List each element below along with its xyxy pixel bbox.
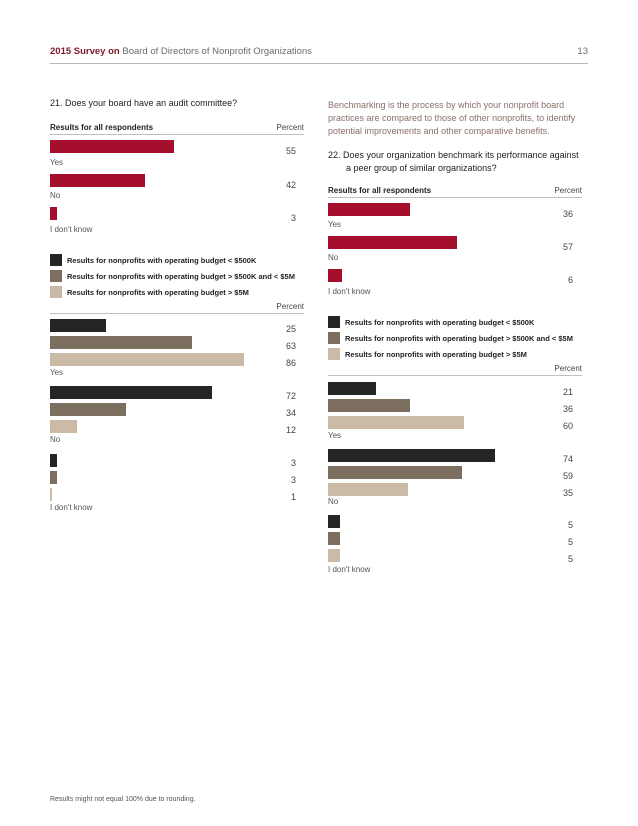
header-rule bbox=[50, 63, 588, 64]
q21-rule bbox=[50, 134, 304, 135]
q22-legend-swatch-mid bbox=[328, 332, 340, 344]
q21-bar-no-small bbox=[50, 386, 212, 399]
q22-bar-yes-mid bbox=[328, 399, 410, 412]
q22-bar-dk-mid bbox=[328, 532, 340, 545]
q22-intro: Benchmarking is the process by which your nonprofit board practices are compared to those of other nonprofits, to identify potential improvements and other comparative benefits. bbox=[328, 100, 576, 136]
q22-value-yes-small: 21 bbox=[562, 387, 573, 397]
q21-rule-2 bbox=[50, 313, 304, 314]
q22-bar-no bbox=[328, 236, 457, 249]
q22-budget-label-no: No bbox=[328, 497, 339, 506]
q21-bar-no-large bbox=[50, 420, 77, 433]
q21-value-no-small: 72 bbox=[285, 391, 296, 401]
q22-bar-yes-small bbox=[328, 382, 376, 395]
q22-label-dontknow: I don't know bbox=[328, 287, 371, 296]
q21-percent-label: Percent bbox=[276, 123, 304, 132]
q22-legend-small: Results for nonprofits with operating budget < $500K bbox=[345, 318, 535, 327]
q21-value-no-large: 12 bbox=[285, 425, 296, 435]
q22-budget-label-yes: Yes bbox=[328, 431, 342, 440]
q22-results-label: Results for all respondents bbox=[328, 186, 432, 195]
q21-bar-yes bbox=[50, 140, 174, 153]
q21-value-no-mid: 34 bbox=[285, 408, 296, 418]
q21-legend-swatch-mid bbox=[50, 270, 62, 282]
q21-value-dk-small: 3 bbox=[290, 458, 296, 468]
q22-bar-no-mid bbox=[328, 466, 462, 479]
q21-value-no: 42 bbox=[285, 180, 296, 190]
q21-bar-no bbox=[50, 174, 145, 187]
page-number: 13 bbox=[577, 46, 588, 57]
q22-value-no: 57 bbox=[562, 242, 573, 252]
q21-question: 21. Does your board have an audit committee? bbox=[50, 98, 238, 108]
q21-value-yes-mid: 63 bbox=[285, 341, 296, 351]
q21-budget-label-dontknow: I don't know bbox=[50, 503, 93, 512]
q22-bar-dk-large bbox=[328, 549, 340, 562]
q21-legend-mid: Results for nonprofits with operating budget > $500K and < $5M bbox=[67, 272, 295, 281]
q22-label-yes: Yes bbox=[328, 220, 342, 229]
q22-value-no-small: 74 bbox=[562, 454, 573, 464]
q21-legend-swatch-small bbox=[50, 254, 62, 266]
q21-results-label: Results for all respondents bbox=[50, 123, 154, 132]
q22-question-line2: a peer group of similar organizations? bbox=[346, 163, 497, 173]
q22-legend-swatch-large bbox=[328, 348, 340, 360]
q22-bar-no-small bbox=[328, 449, 495, 462]
q22-budget-label-dontknow: I don't know bbox=[328, 565, 371, 574]
q21-bar-dk-large bbox=[50, 488, 52, 501]
q21-budget-label-yes: Yes bbox=[50, 368, 64, 377]
q22-value-dontknow: 6 bbox=[567, 275, 573, 285]
q21-legend-large: Results for nonprofits with operating budget > $5M bbox=[67, 288, 249, 297]
footnote: Results might not equal 100% due to rounding. bbox=[50, 796, 196, 803]
q22-bar-no-large bbox=[328, 483, 408, 496]
q22-legend-mid: Results for nonprofits with operating budget > $500K and < $5M bbox=[345, 334, 573, 343]
q22-value-yes-large: 60 bbox=[562, 421, 573, 431]
q22-value-dk-mid: 5 bbox=[567, 537, 573, 547]
q22-label-no: No bbox=[328, 253, 339, 262]
q21-bar-yes-small bbox=[50, 319, 106, 332]
q21-bar-no-mid bbox=[50, 403, 126, 416]
q22-rule bbox=[328, 197, 582, 198]
q22-value-yes: 36 bbox=[562, 209, 573, 219]
q22-legend-swatch-small bbox=[328, 316, 340, 328]
q22-rule-2 bbox=[328, 375, 582, 376]
page-header bbox=[50, 46, 588, 57]
q21-bar-yes-large bbox=[50, 353, 244, 366]
q22-value-dk-small: 5 bbox=[567, 520, 573, 530]
q21-value-dontknow: 3 bbox=[290, 213, 296, 223]
q22-value-no-mid: 59 bbox=[562, 471, 573, 481]
q22-percent-label: Percent bbox=[554, 186, 582, 195]
q22-legend-large: Results for nonprofits with operating budget > $5M bbox=[345, 350, 527, 359]
q21-percent-label-2: Percent bbox=[276, 302, 304, 311]
q22-value-dk-large: 5 bbox=[567, 554, 573, 564]
q22-bar-dk-small bbox=[328, 515, 340, 528]
q21-bar-dontknow bbox=[50, 207, 57, 220]
q21-label-yes: Yes bbox=[50, 158, 64, 167]
q22-bar-yes bbox=[328, 203, 410, 216]
q21-budget-label-no: No bbox=[50, 435, 61, 444]
q22-percent-label-2: Percent bbox=[554, 364, 582, 373]
q22-value-yes-mid: 36 bbox=[562, 404, 573, 414]
q21-value-dk-large: 1 bbox=[290, 492, 296, 502]
q21-label-dontknow: I don't know bbox=[50, 225, 93, 234]
q21-bar-dk-mid bbox=[50, 471, 57, 484]
q21-value-yes-large: 86 bbox=[285, 358, 296, 368]
q21-bar-dk-small bbox=[50, 454, 57, 467]
header-title: Board of Directors of Nonprofit Organizations bbox=[119, 46, 312, 57]
q21-value-dk-mid: 3 bbox=[290, 475, 296, 485]
q22-bar-dontknow bbox=[328, 269, 342, 282]
q21-value-yes: 55 bbox=[285, 146, 296, 156]
q21-value-yes-small: 25 bbox=[285, 324, 296, 334]
q21-bar-yes-mid bbox=[50, 336, 192, 349]
q21-label-no: No bbox=[50, 191, 61, 200]
q22-bar-yes-large bbox=[328, 416, 464, 429]
header-bold: 2015 Survey on bbox=[50, 46, 120, 57]
q22-question-line1: 22. Does your organization benchmark its performance against bbox=[328, 150, 579, 160]
q21-legend-small: Results for nonprofits with operating budget < $500K bbox=[67, 256, 257, 265]
q22-value-no-large: 35 bbox=[562, 488, 573, 498]
q21-legend-swatch-large bbox=[50, 286, 62, 298]
